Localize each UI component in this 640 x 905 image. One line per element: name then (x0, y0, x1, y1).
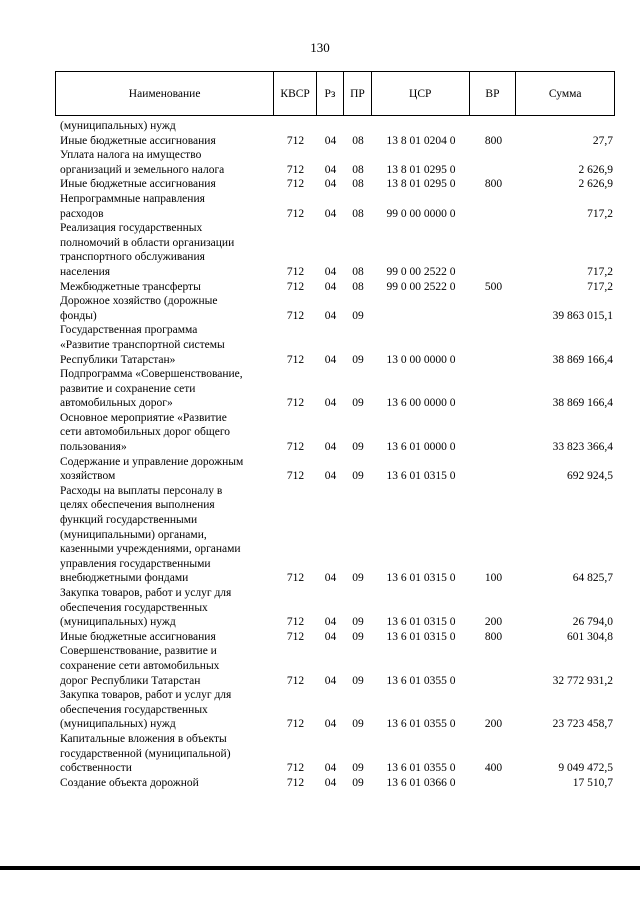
row-vr-cell: 800 (484, 134, 503, 147)
header-vr: ВР (470, 72, 517, 115)
row-kvsr-cell: 712 (286, 616, 305, 629)
row-name-cell: Непрограммные направления расходов (60, 192, 205, 220)
row-name-cell: Дорожное хозяйство (дорожные фонды) (60, 295, 218, 322)
row-name-cell: Основное мероприятие «Развитие сети автомобильных дорог общего пользования» (60, 411, 231, 454)
row-csr-cell: 13 6 01 0355 0 (386, 762, 456, 775)
table-row (55, 630, 615, 645)
row-kvsr-cell: 712 (286, 572, 305, 585)
row-name-cell: Уплата налога на имущество организаций и земельного налога (60, 149, 225, 176)
row-csr-cell: 13 8 01 0204 0 (386, 134, 456, 147)
row-pr-cell: 08 (352, 207, 364, 220)
row-kvsr-cell: 712 (286, 178, 305, 191)
row-name-cell: Закупка товаров, работ и услуг для обеспечения государственных (муниципальных) нужд (60, 587, 232, 629)
row-csr-cell: 13 6 01 0315 0 (386, 470, 456, 483)
row-rz-cell: 04 (324, 470, 337, 483)
row-sum-cell: 717,2 (587, 280, 613, 293)
row-vr-cell: 200 (484, 718, 503, 731)
row-sum-cell: 27,7 (592, 134, 613, 147)
row-rz-cell: 04 (324, 134, 337, 147)
row-sum-cell: 32 772 931,2 (552, 674, 613, 687)
row-kvsr-cell: 712 (286, 630, 305, 643)
row-pr-cell: 08 (352, 134, 364, 147)
table-row (55, 776, 615, 791)
row-pr-cell: 09 (352, 309, 364, 322)
row-csr-cell: 13 0 00 0000 0 (386, 353, 456, 366)
row-pr-cell: 09 (352, 674, 364, 687)
row-rz-cell: 04 (324, 674, 337, 687)
row-name-cell: Реализация государственных полномочий в области организации транспортного обслуживания населения (60, 222, 235, 278)
row-vr-cell: 800 (484, 178, 503, 191)
table-row (55, 411, 615, 455)
row-kvsr-cell: 712 (286, 718, 305, 731)
header-csr: ЦСР (372, 72, 470, 115)
row-pr-cell: 09 (352, 630, 364, 643)
table-row (55, 644, 615, 688)
row-rz-cell: 04 (324, 762, 337, 775)
table-row (55, 484, 615, 586)
row-pr-cell: 08 (352, 265, 364, 278)
page-number: 130 (310, 40, 330, 55)
row-csr-cell: 13 6 01 0355 0 (386, 718, 456, 731)
row-rz-cell: 04 (324, 207, 337, 220)
row-csr-cell: 13 6 01 0315 0 (386, 616, 456, 629)
row-name-cell: Создание объекта дорожной (60, 776, 199, 789)
row-vr-cell: 800 (484, 630, 503, 643)
row-pr-cell: 09 (352, 616, 364, 629)
row-sum-cell: 39 863 015,1 (552, 309, 613, 322)
row-rz-cell: 04 (324, 280, 337, 293)
row-pr-cell: 08 (352, 163, 364, 176)
table-row (55, 221, 615, 279)
row-kvsr-cell: 712 (286, 470, 305, 483)
row-kvsr-cell: 712 (286, 762, 305, 775)
row-pr-cell: 09 (352, 470, 364, 483)
row-sum-cell: 692 924,5 (567, 470, 613, 483)
row-sum-cell: 2 626,9 (578, 163, 613, 176)
table-row (55, 323, 615, 367)
header-sum: Сумма (548, 87, 582, 100)
row-pr-cell: 09 (352, 572, 364, 585)
row-rz-cell: 04 (324, 616, 337, 629)
row-kvsr-cell: 712 (286, 163, 305, 176)
row-rz-cell: 04 (324, 441, 337, 454)
row-kvsr-cell: 712 (286, 265, 305, 278)
row-sum-cell: 26 794,0 (572, 616, 613, 629)
row-kvsr-cell: 712 (286, 134, 305, 147)
row-csr-cell: 13 8 01 0295 0 (386, 163, 456, 176)
row-name-cell: Межбюджетные трансферты (60, 280, 201, 293)
row-kvsr-cell: 712 (286, 674, 305, 687)
row-name-cell: Государственная программа «Развитие транспортной системы Республики Татарстан» (60, 324, 225, 366)
row-csr-cell: 13 6 00 0000 0 (386, 397, 456, 410)
row-sum-cell: 9 049 472,5 (558, 762, 613, 775)
row-name-cell: Совершенствование, развитие и сохранение сети автомобильных дорог Республики Татарстан (60, 645, 220, 687)
row-csr-cell: 13 6 01 0366 0 (386, 776, 456, 789)
row-sum-cell: 23 723 458,7 (552, 718, 613, 731)
row-sum-cell: 717,2 (587, 265, 613, 278)
row-sum-cell: 17 510,7 (572, 776, 613, 789)
row-csr-cell: 99 0 00 0000 0 (386, 207, 456, 220)
table-row (55, 134, 615, 149)
row-rz-cell: 04 (324, 178, 337, 191)
row-vr-cell: 200 (484, 616, 503, 629)
row-pr-cell: 08 (352, 178, 364, 191)
row-csr-cell: 13 6 01 0315 0 (386, 572, 456, 585)
row-sum-cell: 38 869 166,4 (552, 397, 613, 410)
scan-border-bar (0, 866, 640, 870)
row-pr-cell: 09 (352, 397, 364, 410)
row-name-cell: Подпрограмма «Совершенствование, развитие и сохранение сети автомобильных дорог» (60, 368, 243, 410)
row-csr-cell: 13 6 01 0315 0 (386, 630, 456, 643)
row-rz-cell: 04 (324, 776, 337, 789)
header-kvsr: КВСР (274, 72, 317, 115)
row-kvsr-cell: 712 (286, 309, 305, 322)
row-name-cell: Иные бюджетные ассигнования (60, 178, 216, 191)
row-vr-cell: 400 (484, 762, 503, 775)
row-csr-cell: 13 6 01 0000 0 (386, 441, 456, 454)
table-row (55, 148, 615, 177)
table-row (55, 192, 615, 221)
table-body (55, 119, 615, 790)
row-csr-cell: 99 0 00 2522 0 (386, 265, 456, 278)
row-name-cell: Капитальные вложения в объекты государственной (муниципальной) собственности (60, 732, 231, 775)
row-sum-cell: 2 626,9 (578, 178, 613, 191)
row-pr-cell: 08 (352, 280, 364, 293)
row-kvsr-cell: 712 (286, 397, 305, 410)
row-sum-cell: 33 823 366,4 (552, 441, 613, 454)
table-row (55, 586, 615, 630)
table-row (55, 455, 615, 484)
row-name-cell: Расходы на выплаты персоналу в целях обеспечения выполнения функций государственными (муниципальными) органами, казенными учреждениями, органами управления государственными внебюджетными фондами (60, 484, 241, 585)
row-name-cell: (муниципальных) нужд (60, 120, 176, 132)
header-name: Наименование (56, 72, 274, 115)
row-vr-cell: 500 (484, 280, 503, 293)
table-row (55, 280, 615, 295)
row-name-cell: Иные бюджетные ассигнования (60, 630, 216, 643)
table-row (55, 367, 615, 411)
row-sum-cell: 64 825,7 (572, 572, 613, 585)
row-name-cell: Закупка товаров, работ и услуг для обеспечения государственных (муниципальных) нужд (60, 689, 232, 731)
row-csr-cell: 13 8 01 0295 0 (386, 178, 456, 191)
row-rz-cell: 04 (324, 353, 337, 366)
row-pr-cell: 09 (352, 718, 364, 731)
row-name-cell: Содержание и управление дорожным хозяйством (60, 455, 244, 483)
row-csr-cell: 99 0 00 2522 0 (386, 280, 456, 293)
row-csr-cell: 13 6 01 0355 0 (386, 674, 456, 687)
row-name-cell: Иные бюджетные ассигнования (60, 134, 216, 147)
table-row (55, 732, 615, 776)
row-rz-cell: 04 (324, 265, 337, 278)
row-rz-cell: 04 (324, 163, 337, 176)
row-rz-cell: 04 (324, 397, 337, 410)
row-pr-cell: 09 (352, 441, 364, 454)
row-pr-cell: 09 (352, 776, 364, 789)
row-sum-cell: 38 869 166,4 (552, 353, 613, 366)
row-vr-cell: 100 (484, 572, 503, 585)
header-rz: Рз (317, 72, 344, 115)
table-header (55, 71, 615, 116)
row-kvsr-cell: 712 (286, 776, 305, 789)
header-pr: ПР (344, 72, 372, 115)
row-sum-cell: 717,2 (587, 207, 613, 220)
row-kvsr-cell: 712 (286, 207, 305, 220)
row-kvsr-cell: 712 (286, 441, 305, 454)
row-kvsr-cell: 712 (286, 353, 305, 366)
table-row (55, 294, 615, 323)
row-sum-cell: 601 304,8 (567, 630, 613, 643)
table-row (55, 119, 615, 134)
row-rz-cell: 04 (324, 630, 337, 643)
table-row (55, 177, 615, 192)
row-kvsr-cell: 712 (286, 280, 305, 293)
row-rz-cell: 04 (324, 309, 337, 322)
table-row (55, 688, 615, 732)
row-rz-cell: 04 (324, 572, 337, 585)
row-pr-cell: 09 (352, 353, 364, 366)
row-rz-cell: 04 (324, 718, 337, 731)
row-pr-cell: 09 (352, 762, 364, 775)
